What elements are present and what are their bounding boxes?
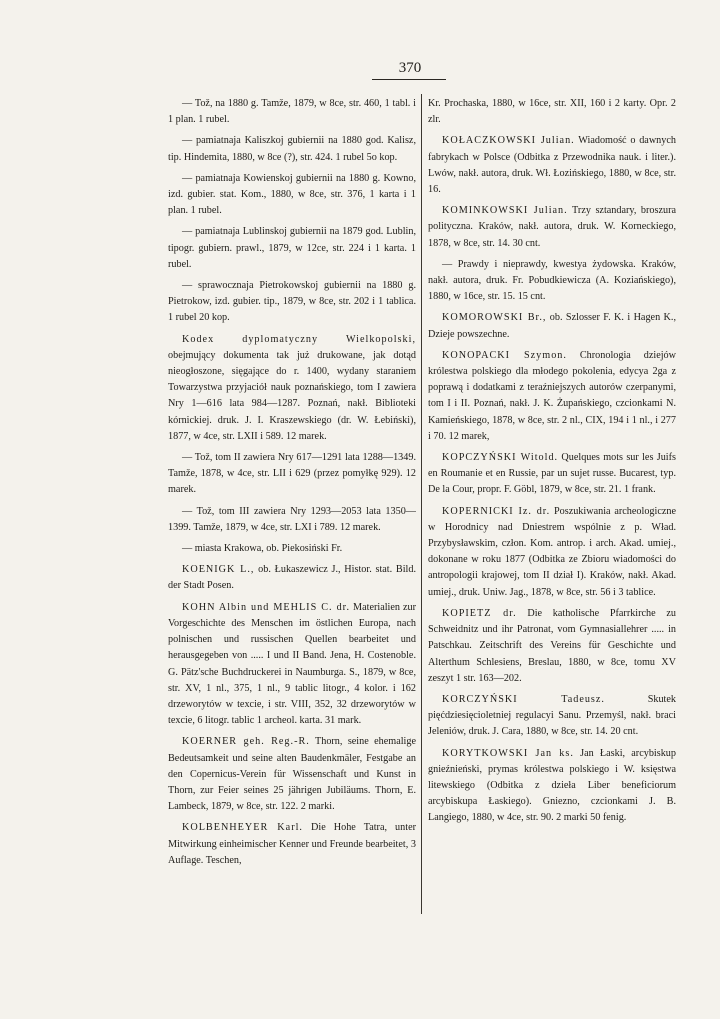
bibliography-entry bbox=[428, 348, 676, 445]
entry-text: Quelques mots sur les Juifs en Roumanie et en Russie, par un sujet russe. Bucarest, typ. De la Cour, propr. F. Göbl, 1879, w 8ce, str. 21. 1 frank. bbox=[428, 452, 676, 496]
entry-text: — Tož, tom II zawiera Nry 617—1291 lata 1288—1349. Tamže, 1878, w 4ce, str. LII i 629 (przez pomyłkę 929). 12 marek. bbox=[168, 452, 416, 496]
bibliography-entry bbox=[428, 257, 676, 306]
entry-text: Skutek pięćdziesięcioletniej regulacyi Sanu. Przemyśl, nakł. braci Jeleniów, druk. J. Cara, 1880, w 8ce, str. 14. 20 cnt. bbox=[428, 693, 676, 738]
bibliography-entry bbox=[428, 133, 676, 198]
page-number-rule bbox=[372, 79, 446, 80]
entry-text: Die Hohe Tatra, unter Mitwirkung einheimischer Kenner und Freunde bearbeitet, 3 Auflage. Teschen, bbox=[168, 822, 416, 866]
entry-text: obejmujący dokumenta tak już drukowane, jak dotąd nieogłoszone, sięgające do r. 1400, wydany staraniem Towarzystwa przyjaciół nauk poznańskiego, tom I zawiera Nry 1—616 lata 984—1287. Poznań, nakł. Biblioteki kórnickiej. druk. J. I. Kraszewskiego (dr. W. Łebiński), 1877, w 4ce, str. LXII i 589. 12 marek. bbox=[168, 349, 416, 442]
bibliography-entry bbox=[428, 504, 676, 601]
page-number: 370 bbox=[398, 60, 422, 76]
bibliography-entry bbox=[168, 133, 416, 165]
bibliography-entry bbox=[168, 171, 416, 220]
bibliography-entry bbox=[428, 746, 676, 827]
entry-heading: KONOPACKI Szymon. bbox=[442, 349, 567, 361]
bibliography-entry bbox=[428, 96, 676, 128]
bibliography-entry bbox=[168, 278, 416, 327]
bibliography-entry bbox=[428, 450, 676, 499]
entry-text: Poszukiwania archeologiczne w Horodnicy nad Dniestrem wspólnie z p. Wład. Przybysławskim, człon. Kom. antrop. i arch. Akad. umiej., dokonane w roku 1877 (Odbitka ze Zbioru wiadomości do antropologii krajowej, tom II dział I). Kraków, nakł. Akad. umiej., druk. Uniw. Jag., 1878, w 8ce, str. 56 i 3 tablice. bbox=[428, 505, 676, 598]
entry-heading: KORYTKOWSKI Jan ks. bbox=[442, 747, 574, 759]
entry-text: — pamiatnaja Lublinskoj gubiernii na 1879 god. Lublin, tipogr. gubiern. prawl., 1879, w 12ce, str. 224 i 1 karta. 1 rubel. bbox=[168, 226, 416, 270]
entry-text: ob. Szlosser F. K. i Hagen K., Dzieje powszechne. bbox=[428, 312, 677, 340]
bibliography-entry bbox=[428, 692, 676, 741]
entry-heading: KOPCZYŃSKI Witold. bbox=[442, 452, 559, 464]
entry-heading: Kodex dyplomatyczny Wielkopolski, bbox=[182, 333, 416, 345]
left-column bbox=[168, 96, 416, 874]
bibliography-entry bbox=[168, 450, 416, 499]
bibliography-entry bbox=[168, 96, 416, 128]
entry-heading: KORCZYŃSKI Tadeusz. bbox=[442, 693, 605, 705]
entry-text: Trzy sztandary, broszura polityczna. Kraków, nakł. autora, druk. W. Korneckiego, 1878, w 8ce, str. 14. 30 cnt. bbox=[428, 205, 677, 249]
entry-text: ob. Łukaszewicz J., Histor. stat. Bild. der Stadt Posen. bbox=[168, 564, 416, 592]
entry-heading: KOHN Albin und MEHLIS C. dr. bbox=[182, 601, 351, 613]
bibliography-entry bbox=[168, 562, 416, 594]
entry-text: Chronologia dziejów królestwa polskiego dla młodego pokolenia, edycya 2ga z poprawą i dodatkami z teraźniejszych autorów czerpanymi, tom I i II. Poznań, nakł. J. K. Żupańskiego, czcionkami N. Kamieńskiego, 1878, w 8ce, str. 2 nl., CIX, 194 i 1 nl., i 277 i 70. 12 marek, bbox=[428, 349, 676, 442]
entry-heading: KOPIETZ dr. bbox=[442, 607, 517, 619]
entry-heading: KOMOROWSKI Br., bbox=[442, 312, 547, 324]
entry-text: Kr. Prochaska, 1880, w 16ce, str. XII, 160 i 2 karty. Opr. 2 zlr. bbox=[428, 98, 676, 126]
entry-heading: KOERNER geh. Reg.-R. bbox=[182, 736, 310, 748]
column-divider bbox=[421, 94, 422, 914]
entry-text: Materialien zur Vorgeschichte des Menschen im östlichen Europa, nach polnischen und russischen Quellen bearbeitet und herausgegeben von ..... I und II Band. Jena, H. Costenoble. G. Pätz'sche Buchdruckerei in Naumburga. S., 1879, w 8ce, str. XV, 1 nl., 375, 1 nl., 9 tablic litogr., 4 kolor. i 162 drzeworytów w texcie, i str. VIII, 352, 32 drzeworytów w texcie, 6 litogr. tablic 1 archeol. karta. 31 mark. bbox=[168, 601, 416, 727]
entry-text: — pamiatnaja Kaliszkoj gubiernii na 1880 god. Kalisz, tip. Hindemita, 1880, w 8ce (?), str. 424. 1 rubel 5o kop. bbox=[168, 135, 416, 163]
entry-text: Jan Łaski, arcybiskup gnieźnieński, prymas królestwa polskiego i W. księstwa litewskiego (Odbitka z dzieła Liber beneficiorum arcybiskupa Łaskiego). Gniezno, czcionkami J. B. Langiego, 1880, w 4ce, str. 90. 2 marki 50 fenig. bbox=[428, 747, 676, 824]
entry-text: — sprawocznaja Pietrokowskoj gubiernii na 1880 g. Pietrokow, izd. gubier. tip., 1879, w 8ce, str. 202 i 1 tablica. 1 rubel 20 kop. bbox=[168, 280, 416, 324]
entry-heading: KOENIGK L., bbox=[182, 564, 255, 576]
entry-text: — Tož, na 1880 g. Tamže, 1879, w 8ce, str. 460, 1 tabl. i 1 plan. 1 rubel. bbox=[168, 98, 416, 126]
bibliography-entry bbox=[168, 541, 416, 557]
bibliography-entry bbox=[168, 332, 416, 445]
entry-text: — pamiatnaja Kowienskoj gubiernii na 1880 g. Kowno, izd. gubier. stat. Kom., 1880, w 8ce, str. 376, 1 karta i 1 plan. 1 rubel. bbox=[168, 172, 416, 217]
entry-heading: KOLBENHEYER Karl. bbox=[182, 822, 303, 834]
entry-heading: KOPERNICKI Iz. dr. bbox=[442, 505, 551, 517]
entry-text: — Prawdy i nieprawdy, kwestya żydowska. Kraków, nakł. autora, druk. Fr. Pobudkiewicza (A. Koziańskiego), 1880, w 16ce, str. 15. 15 cnt. bbox=[428, 258, 676, 303]
bibliography-entry bbox=[168, 734, 416, 815]
entry-text: — Tož, tom III zawiera Nry 1293—2053 lata 1350—1399. Tamže, 1879, w 4ce, str. LXI i 789. 12 marek. bbox=[168, 505, 416, 533]
entry-text: Die katholische Pfarrkirche zu Schweidnitz und ihr Patronat, vom Gymnasiallehrer ..... in Patschkau. Zeitschrift des Vereins für Geschichte und Alterthum Schlesiens, Breslau, 1880, w 8ce, tomu XV zeszyt 1 str. 163—202. bbox=[428, 607, 676, 684]
entry-text: Thorn, seine ehemalige Bedeutsamkeit und seine alten Baudenkmäler, Festgabe an den Copernicus-Verein für Wissenschaft und Kunst in Thorn, zur Feier seines 25 jährigen Jubiläums. Thorn, E. Lambeck, 1879, w 8ce, str. 122. 2 marki. bbox=[168, 736, 416, 813]
bibliography-entry bbox=[428, 310, 676, 342]
right-column bbox=[428, 96, 676, 832]
bibliography-entry bbox=[168, 224, 416, 273]
bibliography-entry bbox=[428, 606, 676, 687]
bibliography-entry bbox=[168, 504, 416, 536]
bibliography-entry bbox=[168, 820, 416, 869]
bibliography-entry bbox=[428, 203, 676, 252]
entry-text: Wiadomość o dawnych fabrykach w Polsce (Odbitka z Przewodnika nauk. i liter.). Lwów, nakł. autora, druk. Wł. Łozińskiego, 1880, w 8ce, str. 16. bbox=[428, 135, 676, 196]
bibliography-entry bbox=[168, 600, 416, 730]
entry-text: — miasta Krakowa, ob. Piekosiński Fr. bbox=[182, 543, 343, 555]
entry-heading: KOŁACZKOWSKI Julian. bbox=[442, 135, 575, 147]
entry-heading: KOMINKOWSKI Julian. bbox=[442, 205, 568, 217]
